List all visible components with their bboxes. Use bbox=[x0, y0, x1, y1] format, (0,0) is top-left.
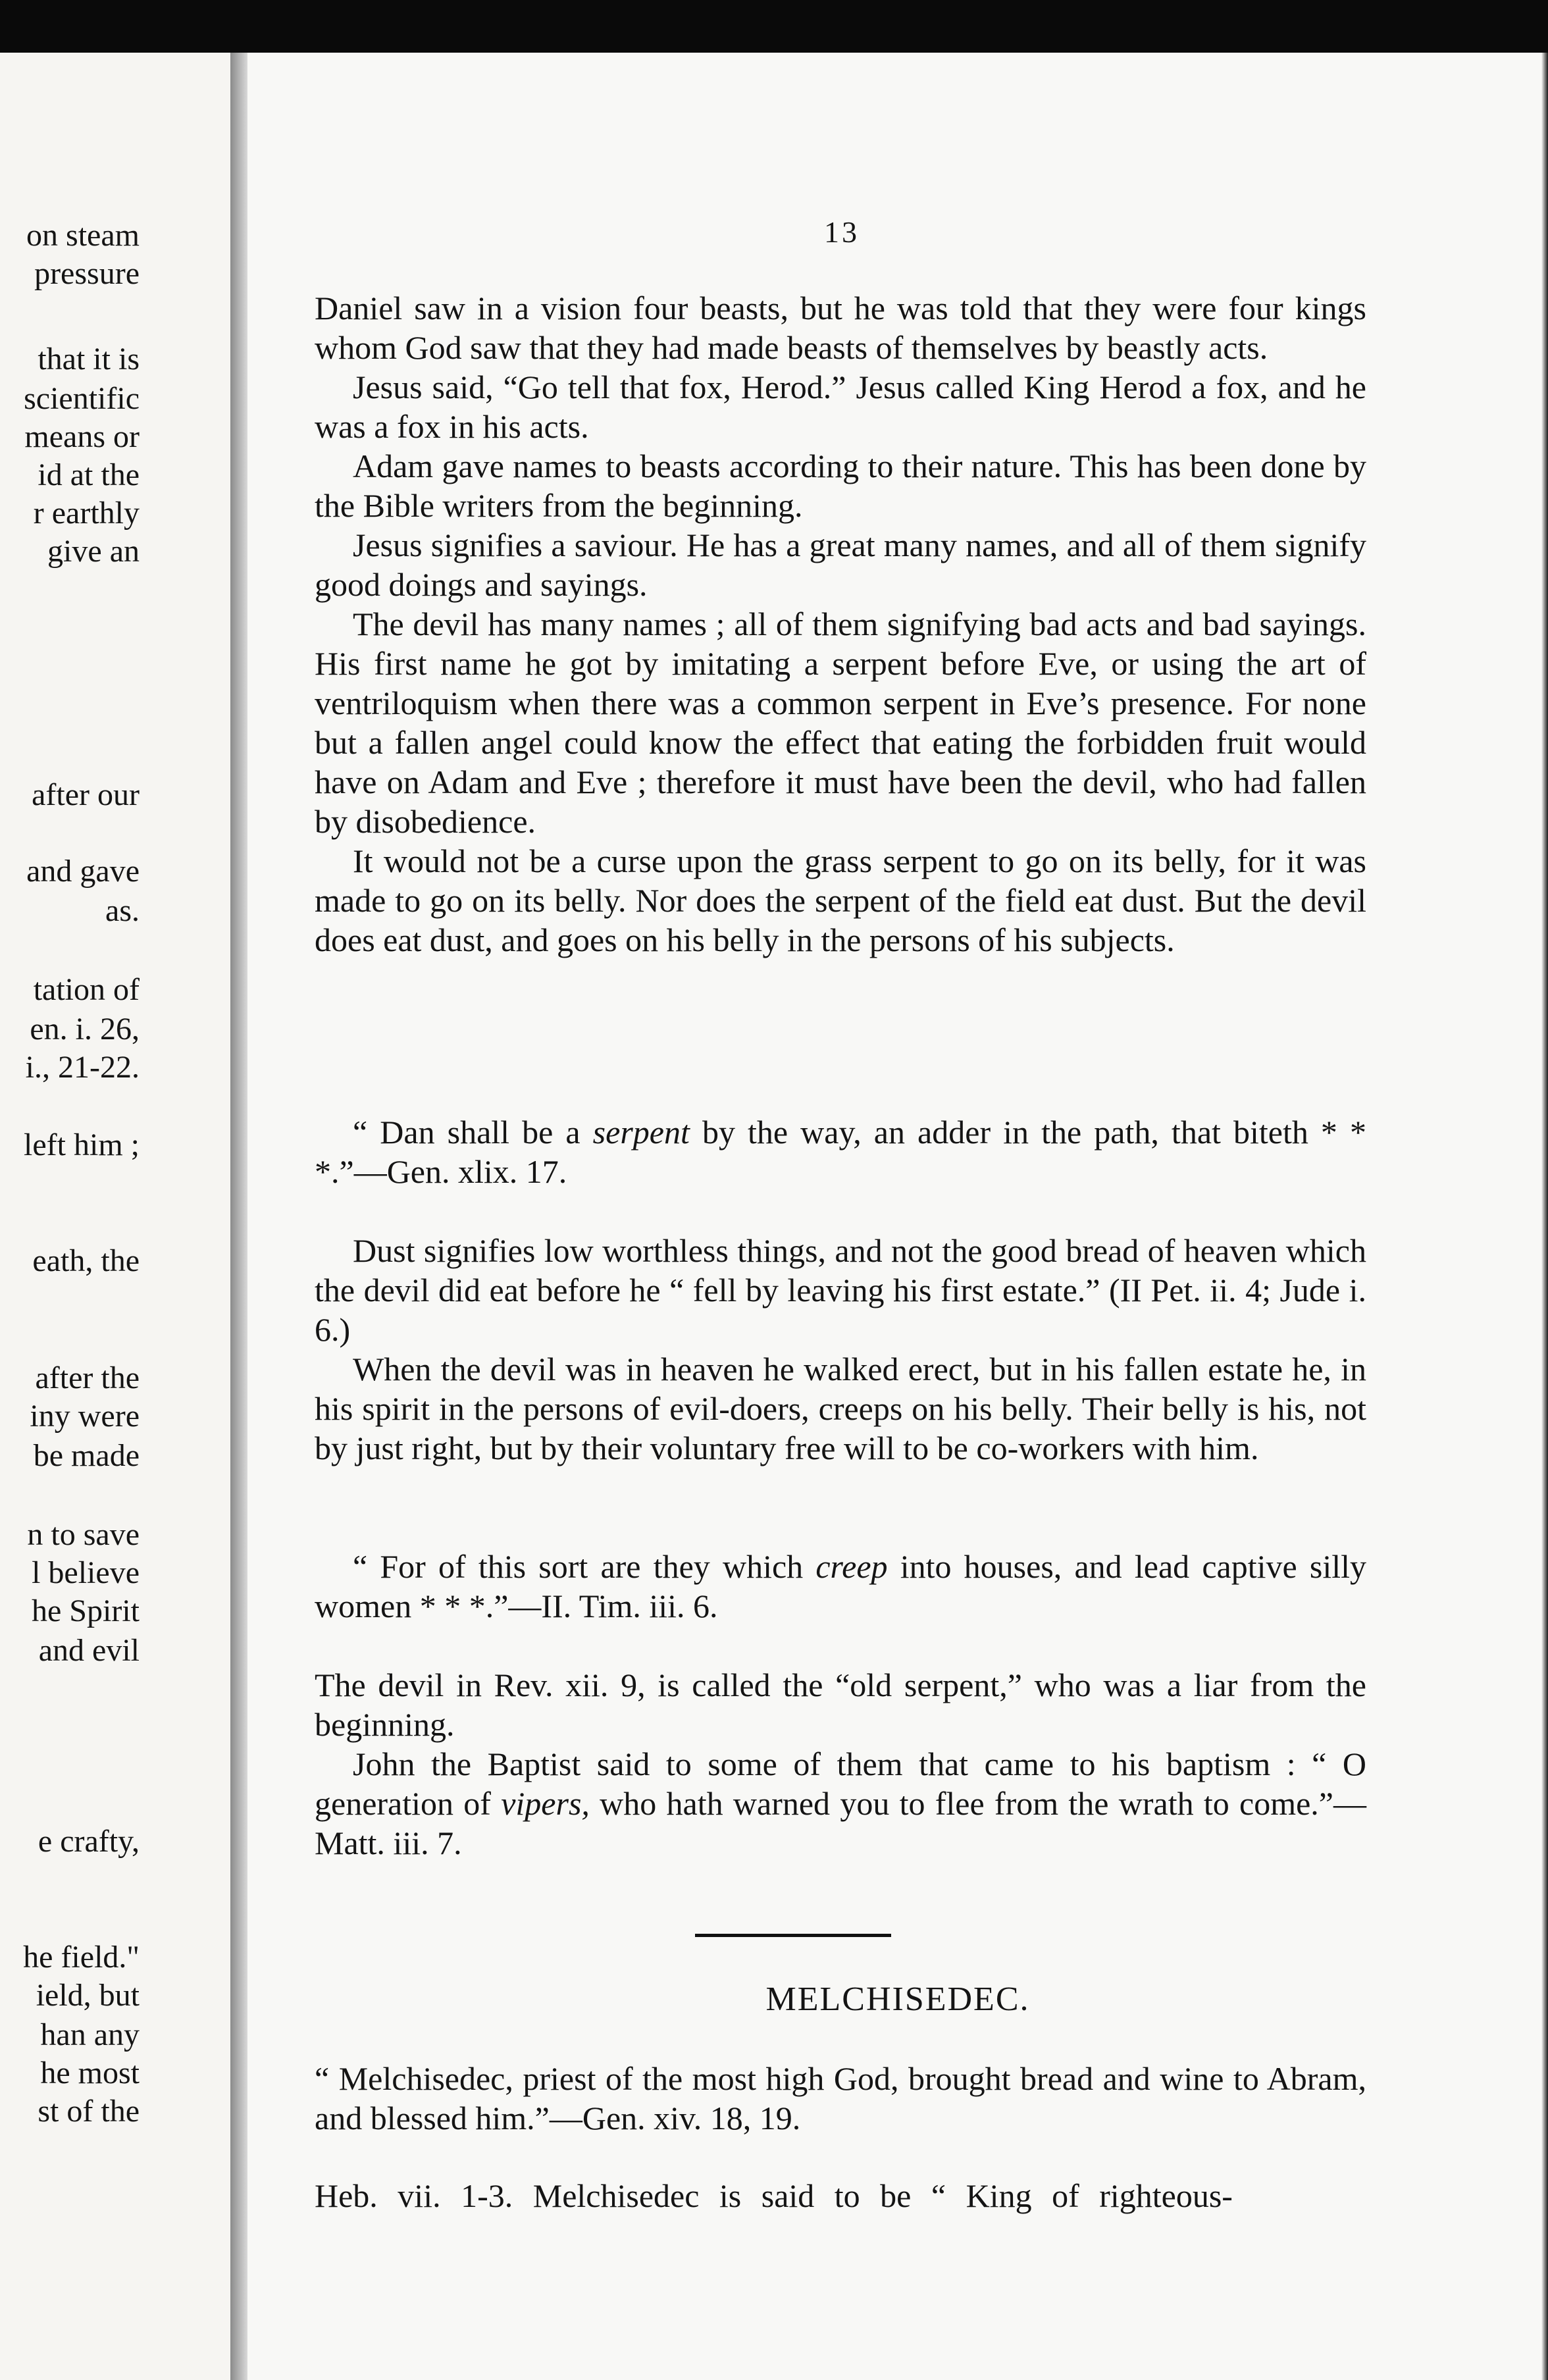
left-page-line: i., 21-22. bbox=[25, 1050, 140, 1085]
quote-creep bbox=[315, 1547, 1366, 1626]
left-page-line: ield, but bbox=[36, 1978, 140, 2013]
page-edge-shadow bbox=[1541, 53, 1548, 2380]
paragraph-john-baptist bbox=[315, 1744, 1366, 1863]
quote-timothy bbox=[315, 1547, 1366, 1626]
body-text-section-4 bbox=[315, 2176, 1366, 2215]
left-page-line: iny were bbox=[30, 1399, 140, 1434]
paragraph-devil-heaven: When the devil was in heaven he walked erect, but in his fallen estate he, in his spirit in the persons of evil-doers, creeps on his belly. Their belly is his, not by just right, but by their voluntary free will to be co-workers with him. bbox=[315, 1351, 1366, 1466]
left-page-line: as. bbox=[105, 893, 140, 928]
book-gutter bbox=[230, 53, 247, 2380]
left-page-line: st of the bbox=[38, 2094, 140, 2129]
left-page-line: on steam bbox=[26, 218, 140, 253]
quote-text: “ Dan shall be a bbox=[353, 1114, 593, 1151]
left-page-line: tation of bbox=[33, 972, 140, 1007]
quote-text: by the way, an adder in the path, that biteth * * *.”—Gen. xlix. 17. bbox=[315, 1114, 1366, 1190]
quote-genesis-49 bbox=[315, 1112, 1366, 1191]
left-page-line: and gave bbox=[26, 854, 140, 889]
left-page-line: after our bbox=[32, 777, 140, 812]
left-facing-page bbox=[0, 53, 230, 2380]
left-page-line: he field." bbox=[23, 1940, 140, 1975]
left-page-line: and evil bbox=[38, 1633, 140, 1668]
section-divider bbox=[695, 1934, 891, 1937]
paragraph-old-serpent: The devil in Rev. xii. 9, is called the “old serpent,” who was a liar from the beginning. bbox=[315, 1667, 1366, 1743]
left-page-line: left him ; bbox=[24, 1127, 140, 1162]
quote-genesis-14 bbox=[315, 2059, 1366, 2138]
left-page-line: give an bbox=[47, 534, 140, 569]
left-page-line: be made bbox=[33, 1438, 140, 1473]
left-page-line: eath, the bbox=[32, 1243, 140, 1278]
paragraph-jesus-saviour: Jesus signifies a saviour. He has a great many names, and all of them signify good doings and sayings. bbox=[315, 527, 1366, 603]
left-page-line: r earthly bbox=[33, 496, 140, 530]
paragraph-hebrews: Heb. vii. 1-3. Melchisedec is said to be “ King of righteous- bbox=[315, 2177, 1233, 2214]
left-page-line: after the bbox=[35, 1360, 140, 1395]
body-text-section-2 bbox=[315, 1231, 1366, 1468]
left-page-line: scientific bbox=[24, 381, 140, 416]
left-page-line: n to save bbox=[27, 1517, 140, 1552]
body-text-section-3 bbox=[315, 1665, 1366, 1863]
left-page-line: means or bbox=[24, 419, 140, 454]
left-page-line: pressure bbox=[34, 256, 140, 291]
paragraph-daniel: Daniel saw in a vision four beasts, but he was told that they were four kings whom God saw that they had made beasts of themselves by beastly acts. bbox=[315, 290, 1366, 366]
quote-italic-word: serpent bbox=[592, 1114, 690, 1151]
left-page-line: id at the bbox=[38, 457, 140, 492]
paragraph-adam: Adam gave names to beasts according to their nature. This has been done by the Bible writers from the beginning. bbox=[315, 448, 1366, 524]
left-page-line: en. i. 26, bbox=[30, 1012, 140, 1047]
left-page-line: he Spirit bbox=[32, 1593, 140, 1628]
left-page-line: l believe bbox=[32, 1555, 140, 1590]
paragraph-italic-word: vipers, bbox=[501, 1785, 590, 1822]
paragraph-jesus-herod: Jesus said, “Go tell that fox, Herod.” Jesus called King Herod a fox, and he was a fox in his acts. bbox=[315, 369, 1366, 445]
paragraph-text: who hath warned you to flee from the wrath to come.”—Matt. iii. 7. bbox=[315, 1785, 1366, 1861]
left-page-line: he most bbox=[40, 2056, 140, 2090]
paragraph-text: John the Baptist said to some of them that came to his baptism : “ O generation of bbox=[315, 1746, 1366, 1822]
left-page-line: han any bbox=[40, 2017, 140, 2052]
right-page bbox=[247, 53, 1548, 2380]
paragraph-grass-serpent: It would not be a curse upon the grass serpent to go on its belly, for it was made to go on its belly. Nor does the serpent of the field eat dust. But the devil does eat dust, and goes on his belly in the persons of his subjects. bbox=[315, 842, 1366, 958]
body-text-section-1 bbox=[315, 288, 1366, 960]
quote-italic-word: creep bbox=[815, 1548, 888, 1585]
page-number: 13 bbox=[824, 215, 860, 249]
quote-text: “ For of this sort are they which bbox=[353, 1548, 816, 1585]
section-heading: MELCHISEDEC. bbox=[765, 1980, 1030, 2018]
left-page-line: that it is bbox=[38, 342, 140, 376]
paragraph-dust: Dust signifies low worthless things, and not the good bread of heaven which the devil did eat before he “ fell by leaving his first estate.” (II Pet. ii. 4; Jude i. 6.) bbox=[315, 1232, 1366, 1348]
paragraph-devil-names: The devil has many names ; all of them signifying bad acts and bad sayings. His first name he got by imitating a serpent before Eve, or using the art of ventriloquism when there was a common serpent in Eve’s presence. For none but a fallen angel could know the effect that eating the forbidden fruit would have on Adam and Eve ; therefore it must have been the devil, who had fallen by disobedience. bbox=[315, 606, 1366, 840]
quote-melchisedec: “ Melchisedec, priest of the most high God, brought bread and wine to Abram, and blessed him.”—Gen. xiv. 18, 19. bbox=[315, 2060, 1366, 2136]
left-page-line: e crafty, bbox=[38, 1824, 140, 1859]
quote-text: into houses, and lead captive silly women * * *.”—II. Tim. iii. 6. bbox=[315, 1548, 1366, 1624]
quote-dan-serpent bbox=[315, 1112, 1366, 1191]
